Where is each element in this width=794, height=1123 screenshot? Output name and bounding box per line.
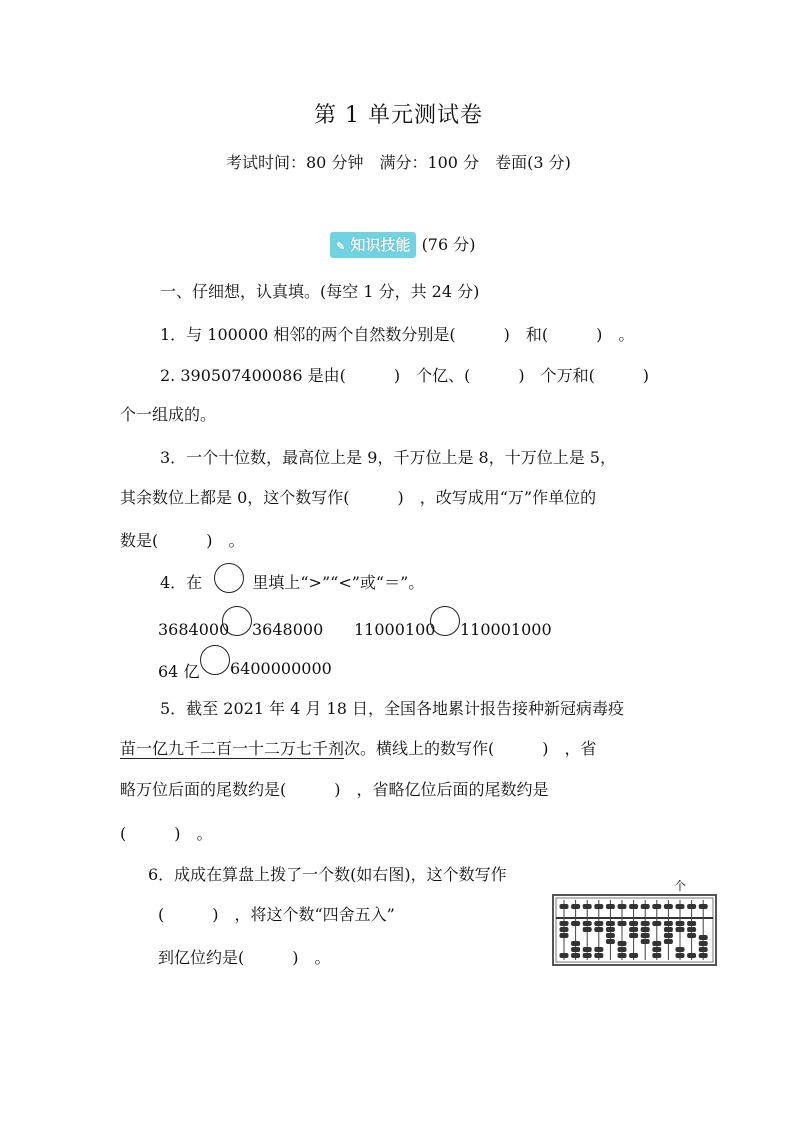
- exam-meta: 考试时间：80 分钟 满分：100 分 卷面(3 分): [226, 153, 571, 172]
- abacus-bead: [571, 953, 580, 958]
- section-badge-label: 知识技能: [350, 236, 411, 254]
- abacus-bead: [583, 947, 592, 952]
- question-2-line-2: 个一组成的。: [120, 405, 217, 424]
- underlined-number-text: 苗一亿九千二百一十二万七千剂: [120, 739, 345, 758]
- abacus-bead: [606, 939, 615, 944]
- question-6-line-1: 6．成成在算盘上拨了一个数(如右图)，这个数写作: [148, 865, 507, 884]
- abacus-bead: [676, 947, 685, 952]
- abacus-bead: [583, 921, 592, 926]
- abacus-bead: [664, 904, 673, 909]
- question-6-line-3: 到亿位约是( ) 。: [158, 948, 331, 967]
- abacus-bead: [618, 947, 627, 952]
- abacus-bead: [618, 953, 627, 958]
- abacus-bead: [687, 904, 696, 909]
- abacus-bead: [594, 921, 603, 926]
- compare-2-circle[interactable]: [430, 606, 460, 636]
- question-1: 1．与 100000 相邻的两个自然数分别是( ) 和( ) 。: [160, 325, 635, 344]
- abacus-bead: [699, 941, 708, 946]
- abacus-drawing: [554, 896, 715, 964]
- abacus-bead: [583, 904, 592, 909]
- abacus-bead: [594, 953, 603, 958]
- abacus-bead: [641, 927, 650, 932]
- abacus-bead: [571, 921, 580, 926]
- question-5-line-2: 苗一亿九千二百一十二万七千剂次。横线上的数写作( ) ，省: [120, 739, 597, 758]
- abacus-bead: [594, 927, 603, 932]
- badge-icon: ✎: [336, 240, 346, 253]
- abacus-bead: [594, 904, 603, 909]
- abacus-bead: [606, 921, 615, 926]
- section-header: [330, 232, 476, 258]
- compare-2-right: 110001000: [460, 620, 552, 639]
- abacus-bead: [618, 941, 627, 946]
- compare-1-left: 3684000: [158, 620, 230, 639]
- prompt-circle: [214, 563, 244, 593]
- abacus-bead: [687, 933, 696, 938]
- abacus-bead: [699, 935, 708, 940]
- question-5-line-1: 5．截至 2021 年 4 月 18 日，全国各地累计报告接种新冠病毒疫: [160, 699, 624, 718]
- abacus-bead: [652, 953, 661, 958]
- abacus-bead: [687, 921, 696, 926]
- abacus-bead: [629, 927, 638, 932]
- abacus-bead: [676, 953, 685, 958]
- abacus-bead: [571, 947, 580, 952]
- question-3-line-2: 其余数位上都是 0，这个数写作( ) ，改写成用“万”作单位的: [120, 488, 597, 507]
- abacus-bead: [629, 953, 638, 958]
- page-title: 第 1 单元测试卷: [314, 103, 483, 128]
- question-3-line-1: 3．一个十位数，最高位上是 9，千万位上是 8，十万位上是 5，: [160, 448, 616, 467]
- question-heading: 一、仔细想，认真填。(每空 1 分，共 24 分): [160, 282, 480, 301]
- abacus-figure: [552, 894, 717, 966]
- compare-3-left: 64 亿: [158, 662, 200, 681]
- abacus-bead: [629, 904, 638, 909]
- abacus-bead: [664, 933, 673, 938]
- section-badge: [330, 232, 416, 258]
- abacus-bead: [618, 904, 627, 909]
- abacus-bead: [618, 921, 627, 926]
- abacus-bead: [687, 953, 696, 958]
- abacus-bead: [571, 904, 580, 909]
- abacus-bead: [641, 904, 650, 909]
- abacus-bead: [571, 941, 580, 946]
- abacus-bead: [664, 939, 673, 944]
- compare-1-circle[interactable]: [222, 606, 252, 636]
- abacus-bead: [641, 933, 650, 938]
- abacus-bead: [699, 953, 708, 958]
- abacus-bead: [664, 921, 673, 926]
- abacus-bead: [676, 921, 685, 926]
- compare-3-circle[interactable]: [200, 645, 230, 675]
- abacus-bead: [606, 933, 615, 938]
- abacus-bead: [583, 953, 592, 958]
- abacus-bead: [560, 927, 569, 932]
- abacus-bead: [594, 947, 603, 952]
- abacus-bead: [606, 927, 615, 932]
- abacus-bead: [652, 921, 661, 926]
- abacus-bead: [687, 927, 696, 932]
- abacus-bead: [560, 933, 569, 938]
- abacus-bead: [641, 921, 650, 926]
- question-2-line-1: 2. 390507400086 是由( ) 个亿、( ) 个万和( ): [160, 366, 650, 385]
- compare-3-right: 6400000000: [230, 659, 332, 678]
- question-4-prompt: 4．在 里填上“>”“<”或“＝”。: [160, 573, 425, 592]
- compare-1-right: 3648000: [252, 620, 324, 639]
- abacus-bead: [652, 941, 661, 946]
- abacus-bead: [560, 904, 569, 909]
- abacus-bead: [652, 904, 661, 909]
- abacus-bead: [676, 927, 685, 932]
- abacus-bead: [699, 904, 708, 909]
- question-5-line-3: 略万位后面的尾数约是( ) ，省略亿位后面的尾数约是: [120, 780, 549, 799]
- abacus-bead: [676, 904, 685, 909]
- abacus-bead: [629, 933, 638, 938]
- section-points: (76 分): [421, 235, 476, 254]
- abacus-bead: [629, 921, 638, 926]
- abacus-label: 个: [674, 879, 687, 893]
- question-6-line-2: ( ) ，将这个数“四舍五入”: [158, 905, 395, 924]
- abacus-bead: [699, 947, 708, 952]
- abacus-bead: [560, 953, 569, 958]
- abacus-bead: [583, 927, 592, 932]
- abacus-bead: [606, 904, 615, 909]
- abacus-bead: [560, 921, 569, 926]
- question-5-line-4: ( ) 。: [120, 824, 213, 843]
- compare-2-left: 11000100: [354, 620, 436, 639]
- abacus-bead: [652, 947, 661, 952]
- abacus-bead: [641, 939, 650, 944]
- question-3-line-3: 数是( ) 。: [120, 531, 245, 550]
- abacus-bead: [664, 927, 673, 932]
